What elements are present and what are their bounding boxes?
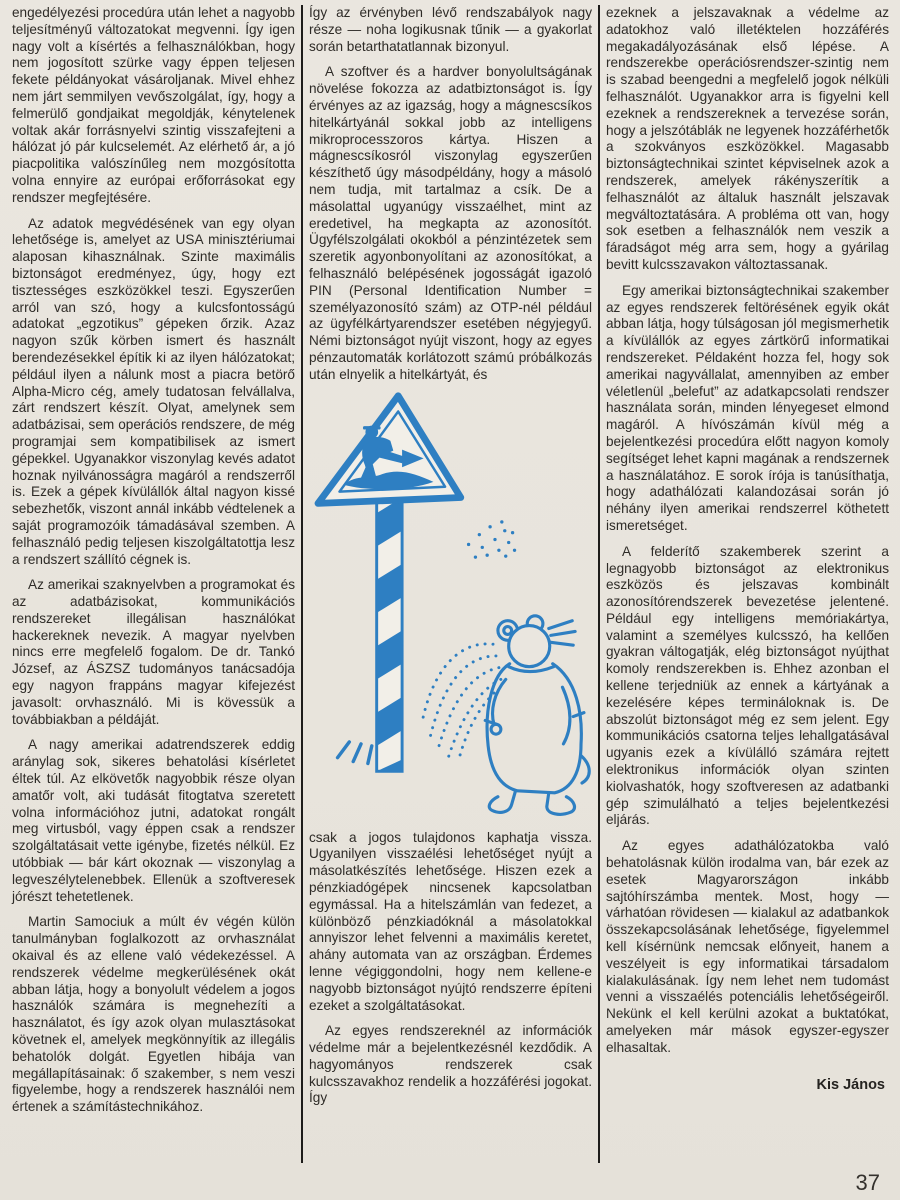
motion-marks-icon	[338, 741, 372, 763]
article-paragraph: Az egyes rendszereknél az információk védelme már a bejelentkezésnél kezdődik. A hagyományos rendszerek csak kulcsszavakhoz rendelik a hozzáférési jogokat. Így	[309, 1023, 592, 1106]
column-2	[309, 5, 592, 1107]
article-paragraph: A nagy amerikai adatrendszerek eddig aránylag sok, sikeres behatolási kísérletet éltek túl. Az elkövetők nagyobbik része olyan amatőr volt, aki tudását fitogtatva szeretett volna információhoz jutni, adatokat rongált meg virtusból, vagy éppen csak a rendszer szolgáltatásait vette igénybe, fizetés nélkül. Ez utóbbiak — bár kárt okoznak — viszonylag a legveszélytelenebbek. Ellenük a szoftveresek jórészt tehetetlenek.	[12, 737, 295, 904]
article-paragraph: Egy amerikai biztonságtechnikai szakember az egyes rendszerek feltörésének egyik okát abban látja, hogy túlságosan jól megismerhetik a kívülállók az egyes zártkörű informatikai rendszereket. Példaként hozza fel, hogy sok amerikai nagyvállalat, amennyiben az ember véletlenül „belefut” az adatkapcsolati rendszer használata során, minden lényegeset elmond magáról. A hívószámán kívül még a bejelentkezési procedúra előtt nagyon komoly segítséget lehet kapni magának a rendszernek a használatához. E sorok írója is tanúsíthatja, hogy adathálózati kalandozásai során jó néhány ilyen amerikai rendszerrel köthetett ismeretséget.	[606, 282, 889, 533]
article-paragraph: engedélyezési procedúra után lehet a nagyobb teljesítményű változatokat megvenni. Így igen nagy volt a kísértés a felhasználókban, hogy nem jogosított szürke vagy éppen teljesen fekete példányokat vásároljanak. Mivel ehhez nem járt semmilyen vevőszolgálat, így, hogy a felmerülő gondjaikat megoldják, kénytelenek voltak akár forrásnyelvi szintig visszafejteni a hálózat jó pár kulcselemét. Az elérhető ár, a jó piacpolitika valószínűleg nem mozgósította volna ennyire az európai erőforrásokat egy rendszer megfejtésére.	[12, 5, 295, 205]
article-paragraph: Így az érvényben lévő rendszabályok nagy része — noha logikusnak tűnik — a gyakorlat során betarthatatlannak bizonyul.	[309, 5, 592, 54]
cartoon-figure-icon	[485, 615, 589, 813]
article-paragraph: Az amerikai szaknyelvben a programokat és az adatbázisokat, kommunikációs rendszereket illegálisan használókat hackereknek nevezik. A magyar nyelvben nincs erre megfelelő fogalom. De dr. Tankó József, az ÁSZSZ tudományos tanácsadója egy nagyon frappáns magyar kifejezést javasolt: orvhasználó. Mi is kövessük a továbbiakban a példáját.	[12, 577, 295, 727]
article-paragraph: csak a jogos tulajdonos kaphatja vissza. Ugyanilyen visszaélési lehetőséget nyújt a másolatkészítés lehetősége. Hiszen ezek a pénzkiadógépek nincsenek kapcsolatban egymással. Ha a hitelszámlán van fedezet, a különböző pénzkiadóknál a másolatokkal annyiszor lehet felvenni a maximális keretet, ahány automata van az országban. Érdemes lenne végiggondolni, hogy nem kellene-e nagyobb biztonságot nyújtó rendszerre építeni ezeket a szolgáltatásokat.	[309, 829, 592, 1013]
author-byline: Kis János	[816, 1076, 885, 1093]
column-3	[606, 5, 889, 1093]
page-number: 37	[855, 1170, 880, 1195]
column-divider	[301, 5, 303, 1163]
article-paragraph: Martin Samociuk a múlt év végén külön tanulmányban foglalkozott az orvhasználat okaival és az ellene való védekezéssel. A rendszerek védelme megkerülésének okát abban látja, hogy a bonyolult védelem a jogos használók számára is megnehezíti a használatot, és így azok olyan mulasztásokat követnek el, amelyek megkönnyítik az illegális behatolók dolgát. Egyetlen hibája van megállapításainak: ő szakember, s nem veszi figyelembe, hogy a rendszerek használói nem értenek a számítástechnikához.	[12, 914, 295, 1115]
article-paragraph: A felderítő szakemberek szerint a legnagyobb biztonságot az elektronikus eszközös és jelszavas kombinált azonosítórendszerek bevezetése jelentené. Például egy intelligens memóriakártya, valamint a személyes kulcsszó, ha kellően gyakran váltogatják, elég biztonságot nyújthat komoly rendszerekben is. Ehhez azonban el kellene terjedniük az ennek a kártyának a kezelésére képes termináloknak is. De abszolút biztonságot még ez sem jelent. Egy kommunikációs csatorna teljes lehallgatásával ugyanis ezek a kívülálló számára rejtett elektronikus információk olyan szinten kiolvashatók, hogy szoftveresen az adatbanki gép szimulálható a teljes bejelentkezési eljárás.	[606, 543, 889, 828]
article-paragraph: Az egyes adathálózatokba való behatolásnak külön irodalma van, bár ezek az esetek Magyarországon inkább sajtóhírszámba mentek. Most, hogy — várhatóan rövidesen — kialakul az adatbankok összekapcsolásának lehetősége, figyelemmel kell kísérnünk nemcsak előnyeit, hanem a veszélyeit is egy informatikai társadalom kialakulásának. Így nem lehet nem tudomást venni a visszaélés potenciális lehetőségeiről. Nekünk el kell kerülni azokat a buktatókat, amelyeken már mások egyszer-egyszer elhasaltak.	[606, 838, 889, 1055]
article-paragraph: ezeknek a jelszavaknak a védelme az adatokhoz való illetéktelen hozzáférés megakadályozásának első lépése. A rendszerekbe operációsrendszer-szintig nem is szabad beengedni a megfelelő jogok nélküli felhasználót. Ugyanakkor arra is figyelni kell ezeknek a rendszereknek a tervezése során, hogy a jelszótáblák ne legyenek hozzáférhetők a szokványos eszközökkel. Magasabb biztonságtechnikai szintet képviselnek azok a rendszerek, amelyek rákényszerítik a felhasználót az általuk használt jelszavak megváltoztatására. A probléma ott van, hogy sok esetben a felhasználók nem veszik a fáradságot még arra sem, hogy a gyárilag bevitt kulcsszavakon változtassanak.	[606, 5, 889, 272]
article-columns	[12, 5, 890, 1163]
column-divider	[598, 5, 600, 1163]
striped-pole	[377, 495, 402, 771]
spray-dots-icon	[422, 520, 517, 761]
cartoon-illustration	[309, 388, 592, 828]
article-paragraph: A szoftver és a hardver bonyolultságának növelése fokozza az adatbiztonságot is. Így érvényes az az igazság, hogy a mágnescsíkos hitelkártyánál sokkal jobb az intelligens mikroprocesszoros kártya. Hiszen a mágnescsíkosról viszonylag egyszerűen készíthető úgy másodpéldány, hogy a másoló nem tudja, mit tartalmaz a csík. De a másolattal ugyanúgy visszaélhet, mint az eredetivel, ha megkapta az azonosítót. Ügyfélszolgálati okokból a pénzintézetek sem szeretik agyonbonyolítani az azonosítókat, a felhasználó belépésének jogosságát igazoló PIN (Personal Identification Number = személyazonosító szám) az OTP-nél például az ügyfélkártyarendszer esetében négyjegyű. Némi biztonságot nyújt viszont, hogy az egyes pénzautomaták korlátozott számú próbálkozás után elnyelik a hitelkártyát, és	[309, 64, 592, 382]
column-1	[12, 5, 295, 1116]
article-paragraph: Az adatok megvédésének van egy olyan lehetősége is, amelyet az USA minisztériumai alaposan kihasználnak. Szinte maximális biztonságot eredményez, úgy, hogy ezt tisztességes eszközökkel teszi. Egyszerűen arról van szó, hogy a kulcsfontosságú adatokat „egzotikus” gépeken őrzik. Azaz nagyon szűk körben ismert és használt berendezésekkel építik ki az ilyen hálózatokat; például ilyen a nálunk most a piacra betörő Alpha-Micro cég, amely tudatosan felvállalva, zárt rendszert készít. Olyat, amelynek sem adatbázisai, sem operációs rendszere, de még programjai sem kompatibilisek az ismert gépekkel. Ugyanakkor viszonylag kevés adatot hoznak nyilvánosságra magáról a rendszerről is. Ezek a gépek kívülállók által nagyon kissé sebezhetők, viszont annál inkább védtelenek a saját programozóik támadásával szemben. A felhasználó pedig teljesen kiszolgáltatottja lesz a rendszert szállító cégnek is.	[12, 215, 295, 567]
roadworks-sign-icon	[318, 395, 461, 503]
